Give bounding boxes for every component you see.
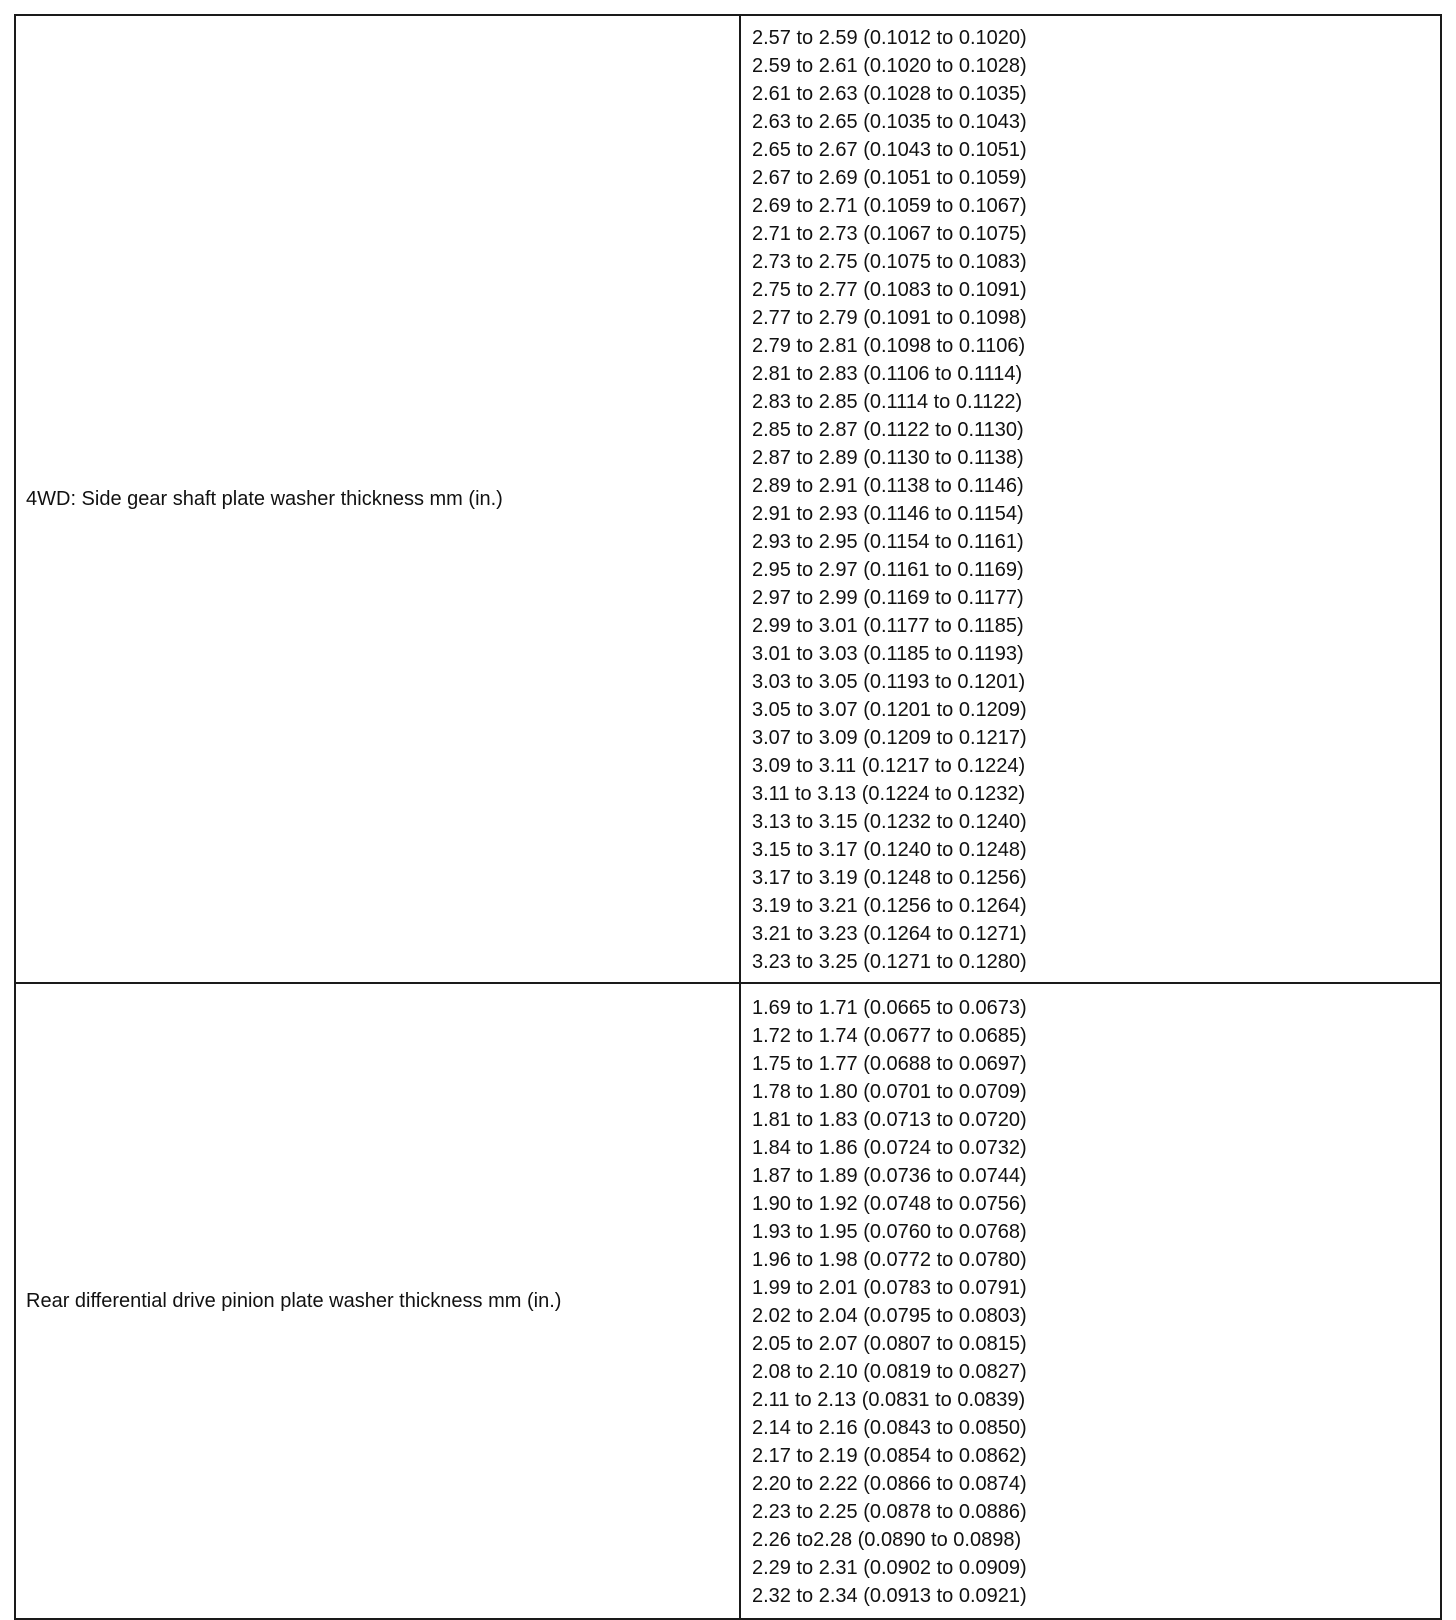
washer-thickness-value: 2.91 to 2.93 (0.1146 to 0.1154)	[752, 503, 1024, 525]
washer-thickness-value: 2.65 to 2.67 (0.1043 to 0.1051)	[752, 139, 1027, 161]
washer-thickness-value: 3.15 to 3.17 (0.1240 to 0.1248)	[752, 839, 1027, 861]
washer-thickness-value: 3.01 to 3.03 (0.1185 to 0.1193)	[752, 643, 1024, 665]
washer-thickness-value: 3.11 to 3.13 (0.1224 to 0.1232)	[752, 783, 1026, 805]
washer-thickness-value: 2.81 to 2.83 (0.1106 to 0.1114)	[752, 363, 1023, 385]
washer-thickness-value: 1.87 to 1.89 (0.0736 to 0.0744)	[752, 1165, 1027, 1187]
washer-thickness-value: 1.81 to 1.83 (0.0713 to 0.0720)	[752, 1109, 1027, 1131]
washer-thickness-value: 2.57 to 2.59 (0.1012 to 0.1020)	[752, 27, 1027, 49]
row-label: 4WD: Side gear shaft plate washer thickness mm (in.)	[26, 487, 503, 510]
spec-table	[14, 14, 1442, 1620]
washer-thickness-value: 1.78 to 1.80 (0.0701 to 0.0709)	[752, 1081, 1027, 1103]
washer-thickness-value: 3.05 to 3.07 (0.1201 to 0.1209)	[752, 699, 1027, 721]
row-values-cell	[740, 983, 1441, 1619]
washer-thickness-value: 2.11 to 2.13 (0.0831 to 0.0839)	[752, 1389, 1026, 1411]
washer-thickness-value: 2.63 to 2.65 (0.1035 to 0.1043)	[752, 111, 1027, 133]
washer-thickness-value: 3.17 to 3.19 (0.1248 to 0.1256)	[752, 867, 1027, 889]
table-row	[15, 15, 1441, 983]
washer-thickness-value: 2.99 to 3.01 (0.1177 to 0.1185)	[752, 615, 1024, 637]
washer-thickness-value: 3.19 to 3.21 (0.1256 to 0.1264)	[752, 895, 1027, 917]
washer-thickness-value: 2.61 to 2.63 (0.1028 to 0.1035)	[752, 83, 1027, 105]
washer-thickness-value: 2.17 to 2.19 (0.0854 to 0.0862)	[752, 1445, 1027, 1467]
washer-thickness-value: 2.26 to2.28 (0.0890 to 0.0898)	[752, 1529, 1022, 1551]
washer-thickness-value: 2.93 to 2.95 (0.1154 to 0.1161)	[752, 531, 1024, 553]
washer-thickness-value: 2.14 to 2.16 (0.0843 to 0.0850)	[752, 1417, 1027, 1439]
washer-thickness-value: 3.09 to 3.11 (0.1217 to 0.1224)	[752, 755, 1026, 777]
washer-thickness-value: 1.99 to 2.01 (0.0783 to 0.0791)	[752, 1277, 1027, 1299]
washer-thickness-value: 2.73 to 2.75 (0.1075 to 0.1083)	[752, 251, 1027, 273]
washer-thickness-value: 2.02 to 2.04 (0.0795 to 0.0803)	[752, 1305, 1027, 1327]
row-values-cell	[740, 15, 1441, 983]
washer-thickness-value: 2.77 to 2.79 (0.1091 to 0.1098)	[752, 307, 1027, 329]
washer-thickness-value: 2.23 to 2.25 (0.0878 to 0.0886)	[752, 1501, 1027, 1523]
washer-thickness-value: 3.03 to 3.05 (0.1193 to 0.1201)	[752, 671, 1026, 693]
washer-thickness-value: 3.13 to 3.15 (0.1232 to 0.1240)	[752, 811, 1027, 833]
washer-thickness-value: 3.21 to 3.23 (0.1264 to 0.1271)	[752, 923, 1027, 945]
washer-thickness-value: 2.87 to 2.89 (0.1130 to 0.1138)	[752, 447, 1024, 469]
washer-thickness-value: 2.97 to 2.99 (0.1169 to 0.1177)	[752, 587, 1024, 609]
washer-thickness-value: 2.29 to 2.31 (0.0902 to 0.0909)	[752, 1557, 1027, 1579]
washer-thickness-value: 2.75 to 2.77 (0.1083 to 0.1091)	[752, 279, 1027, 301]
washer-thickness-value: 2.83 to 2.85 (0.1114 to 0.1122)	[752, 391, 1023, 413]
washer-thickness-value: 2.89 to 2.91 (0.1138 to 0.1146)	[752, 475, 1024, 497]
washer-thickness-value: 2.69 to 2.71 (0.1059 to 0.1067)	[752, 195, 1027, 217]
row-label-cell	[15, 983, 740, 1619]
washer-thickness-value: 2.79 to 2.81 (0.1098 to 0.1106)	[752, 335, 1026, 357]
washer-thickness-value: 1.72 to 1.74 (0.0677 to 0.0685)	[752, 1025, 1027, 1047]
washer-thickness-value: 3.23 to 3.25 (0.1271 to 0.1280)	[752, 951, 1027, 973]
row-label-cell	[15, 15, 740, 983]
washer-thickness-value: 1.84 to 1.86 (0.0724 to 0.0732)	[752, 1137, 1027, 1159]
washer-thickness-value: 1.69 to 1.71 (0.0665 to 0.0673)	[752, 997, 1027, 1019]
table-row	[15, 983, 1441, 1619]
washer-thickness-value: 2.67 to 2.69 (0.1051 to 0.1059)	[752, 167, 1027, 189]
washer-thickness-value: 3.07 to 3.09 (0.1209 to 0.1217)	[752, 727, 1027, 749]
washer-thickness-value: 2.95 to 2.97 (0.1161 to 0.1169)	[752, 559, 1024, 581]
washer-thickness-value: 2.71 to 2.73 (0.1067 to 0.1075)	[752, 223, 1027, 245]
washer-thickness-value: 1.93 to 1.95 (0.0760 to 0.0768)	[752, 1221, 1027, 1243]
washer-thickness-value: 1.75 to 1.77 (0.0688 to 0.0697)	[752, 1053, 1027, 1075]
washer-thickness-value: 2.59 to 2.61 (0.1020 to 0.1028)	[752, 55, 1027, 77]
washer-thickness-value: 1.96 to 1.98 (0.0772 to 0.0780)	[752, 1249, 1027, 1271]
washer-thickness-value: 1.90 to 1.92 (0.0748 to 0.0756)	[752, 1193, 1027, 1215]
washer-thickness-value: 2.05 to 2.07 (0.0807 to 0.0815)	[752, 1333, 1027, 1355]
washer-thickness-value: 2.32 to 2.34 (0.0913 to 0.0921)	[752, 1585, 1027, 1607]
washer-thickness-value: 2.85 to 2.87 (0.1122 to 0.1130)	[752, 419, 1024, 441]
row-label: Rear differential drive pinion plate washer thickness mm (in.)	[26, 1289, 562, 1312]
washer-thickness-value: 2.20 to 2.22 (0.0866 to 0.0874)	[752, 1473, 1027, 1495]
washer-thickness-value: 2.08 to 2.10 (0.0819 to 0.0827)	[752, 1361, 1027, 1383]
